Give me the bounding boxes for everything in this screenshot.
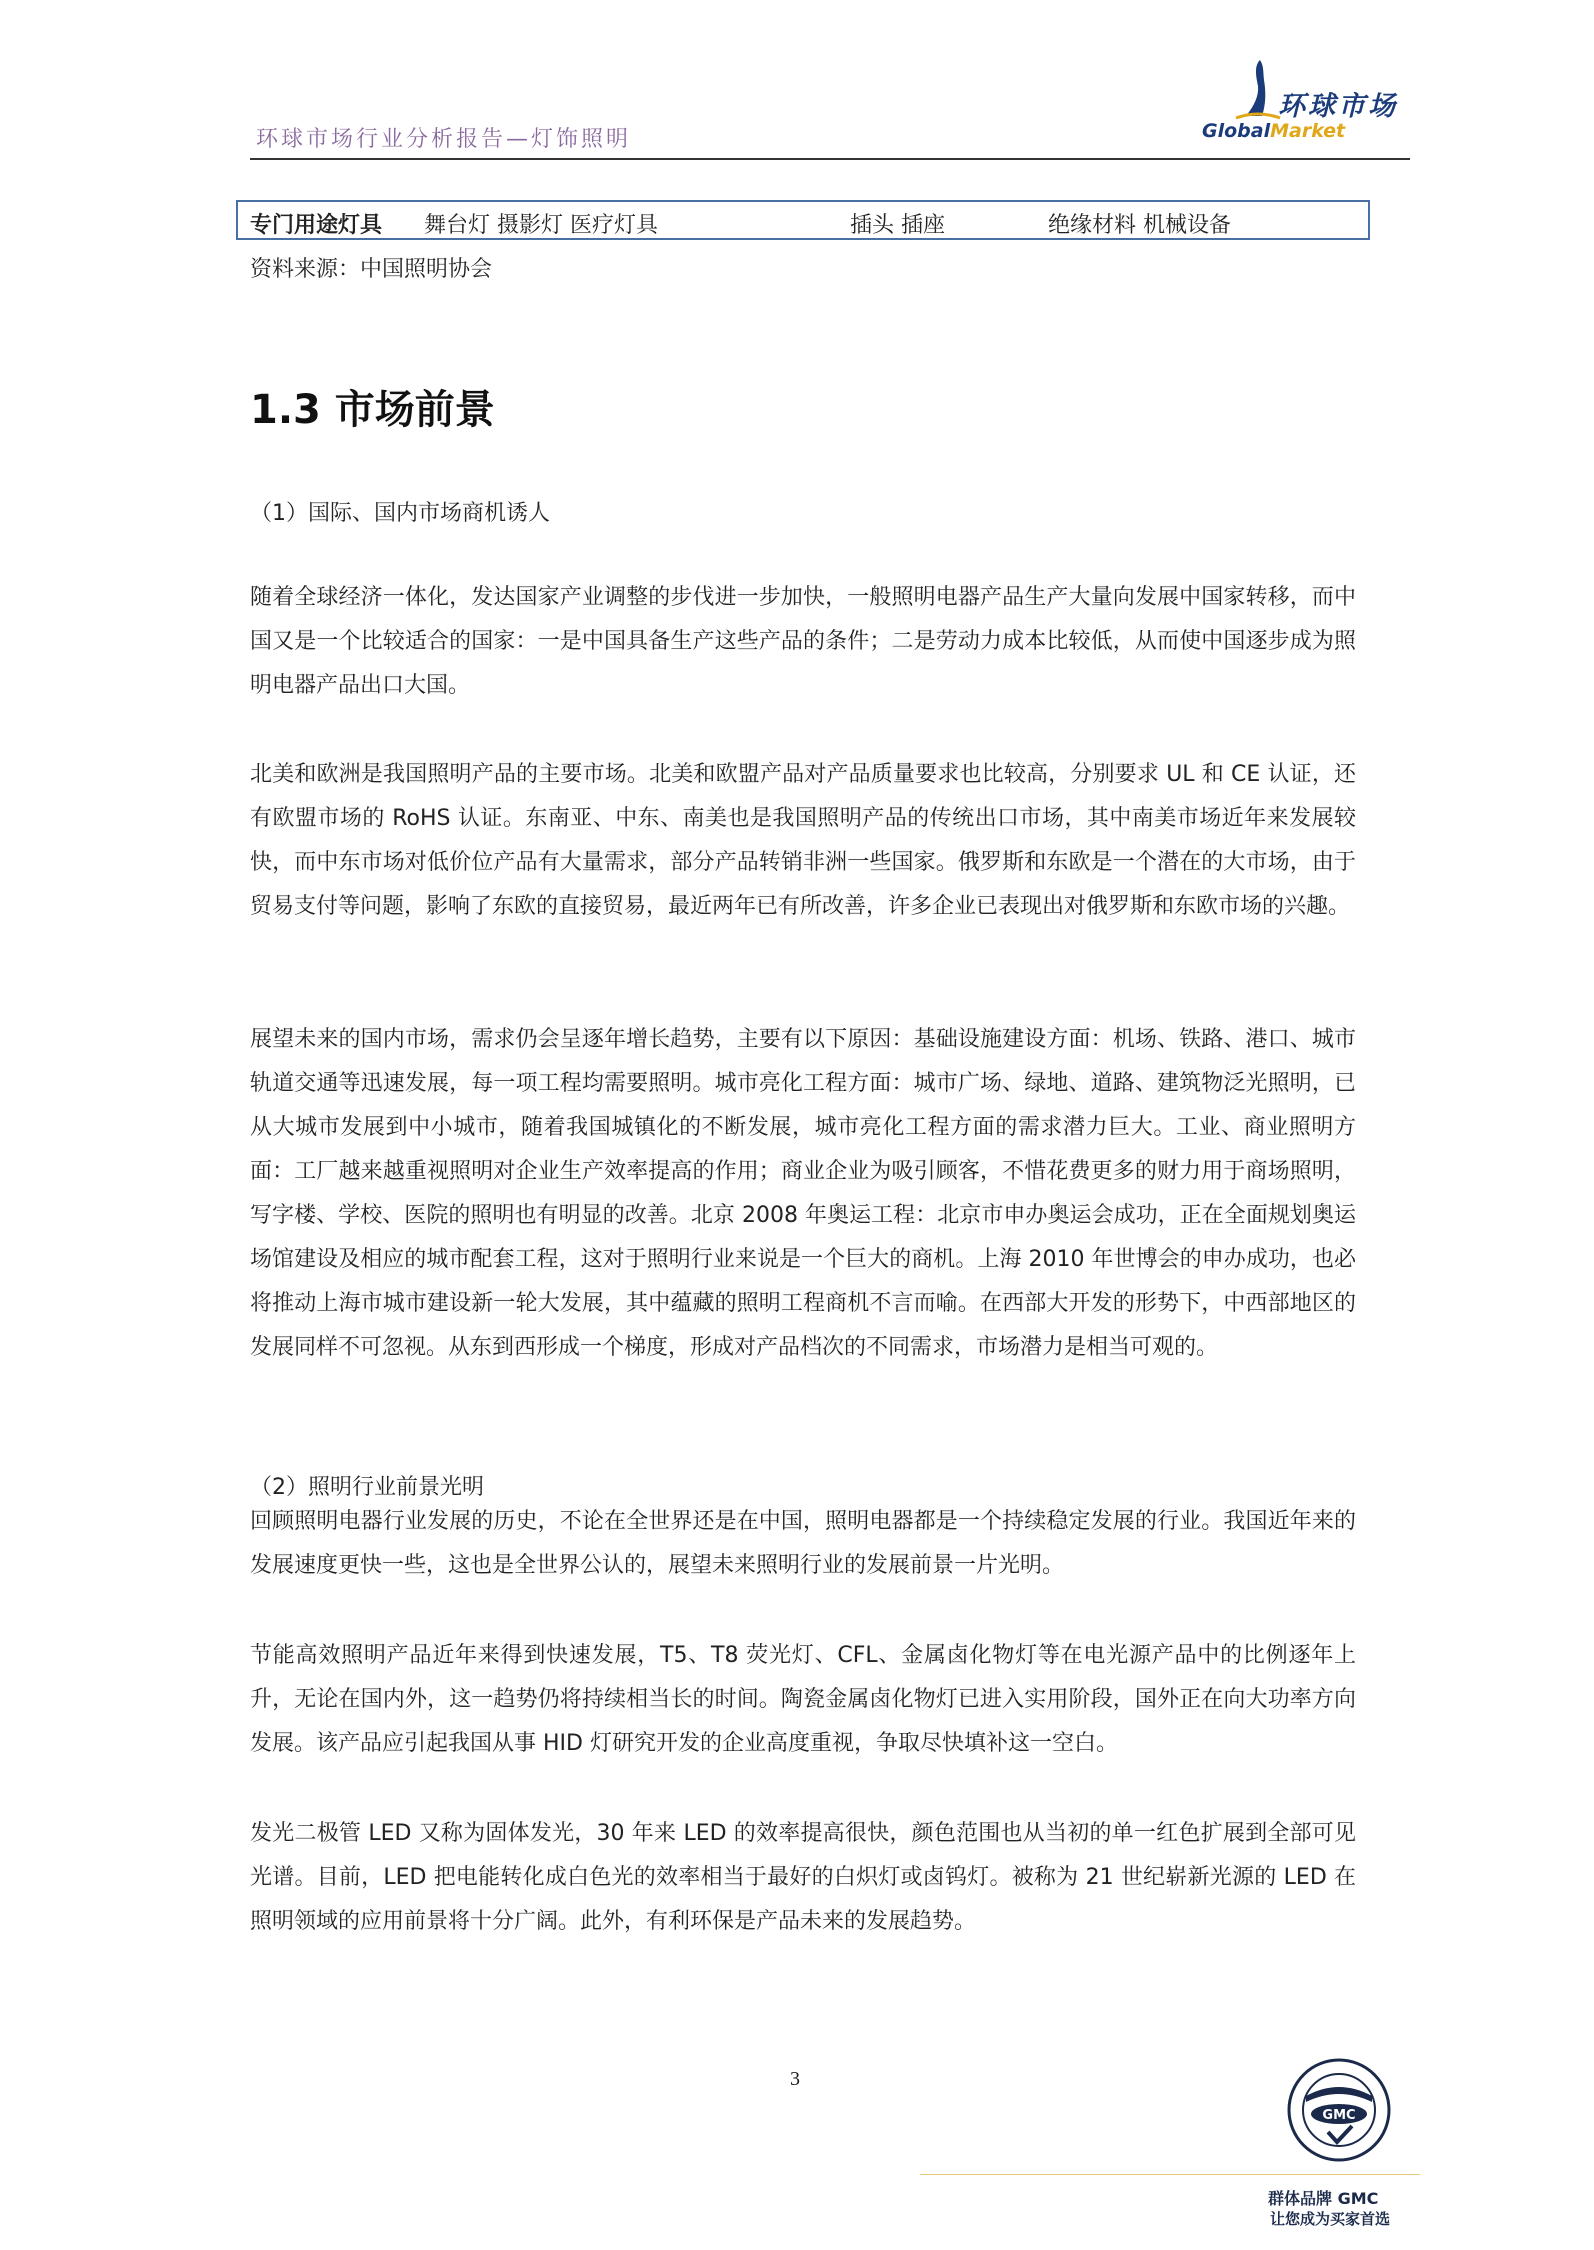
svg-text:GMC: GMC — [1322, 2108, 1356, 2123]
report-header-title: 环球市场行业分析报告—灯饰照明 — [256, 127, 632, 152]
paragraph-4: 回顾照明电器行业发展的历史，不论在全世界还是在中国，照明电器都是一个持续稳定发展的行业。我国近年来的发展速度更快一些，这也是全世界公认的，展望未来照明行业的发展前景一片光明。 — [250, 1509, 1356, 1578]
table-cell-lamps: 舞台灯 摄影灯 医疗灯具 — [424, 213, 658, 238]
paragraph-1: 随着全球经济一体化，发达国家产业调整的步伐进一步加快，一般照明电器产品生产大量向发展中国家转移，而中国又是一个比较适合的国家：一是中国具备生产这些产品的条件；二是劳动力成本比较低，从而使中国逐步成为照明电器产品出口大国。 — [250, 585, 1356, 698]
gmc-seal-icon — [1284, 2052, 1394, 2172]
section-title: 1.3 市场前景 — [250, 387, 495, 433]
footer-divider — [920, 2174, 1420, 2175]
subsection-heading-1: （1）国际、国内市场商机诱人 — [250, 501, 550, 526]
logo-english-text: GlobalMarket — [1202, 120, 1346, 142]
table-cell-materials: 绝缘材料 机械设备 — [1048, 213, 1231, 238]
table-cell-category: 专门用途灯具 — [250, 213, 383, 238]
paragraph-3: 展望未来的国内市场，需求仍会呈逐年增长趋势，主要有以下原因：基础设施建设方面：机场、铁路、港口、城市轨道交通等迅速发展，每一项工程均需要照明。城市亮化工程方面：城市广场、绿地、道路、建筑物泛光照明，已从大城市发展到中小城市，随着我国城镇化的不断发展，城市亮化工程方面的需求潜力巨大。工业、商业照明方面：工厂越来越重视照明对企业生产效率提高的作用；商业企业为吸引顾客，不惜花费更多的财力用于商场照明，写字楼、学校、医院的照明也有明显的改善。北京 2008 年奥运工程：北京市申办奥运会成功，正在全面规划奥运场馆建设及相应的城市配套工程，这对于照明行业来说是一个巨大的商机。上海 2010 年世博会的申办成功，也必将推动上海市城市建设新一轮大发展，其中蕴藏的照明工程商机不言而喻。在西部大开发的形势下，中西部地区的发展同样不可忽视。从东到西形成一个梯度，形成对产品档次的不同需求，市场潜力是相当可观的。 — [250, 1027, 1356, 1360]
source-note: 资料来源：中国照明协会 — [250, 257, 493, 282]
paragraph-6: 发光二极管 LED 又称为固体发光，30 年来 LED 的效率提高很快，颜色范围也从当初的单一红色扩展到全部可见光谱。目前，LED 把电能转化成白色光的效率相当于最好的白炽灯或卤钨灯。被称为 21 世纪崭新光源的 LED 在照明领域的应用前景将十分广阔。此外，有利环保是产品未来的发展趋势。 — [250, 1821, 1356, 1934]
paragraph-2: 北美和欧洲是我国照明产品的主要市场。北美和欧盟产品对产品质量要求也比较高，分别要求 UL 和 CE 认证，还有欧盟市场的 RoHS 认证。东南亚、中东、南美也是我国照明产品的传统出口市场，其中南美市场近年来发展较快，而中东市场对低价位产品有大量需求，部分产品转销非洲一些国家。俄罗斯和东欧是一个潜在的大市场，由于贸易支付等问题，影响了东欧的直接贸易，最近两年已有所改善，许多企业已表现出对俄罗斯和东欧市场的兴趣。 — [250, 762, 1356, 919]
table-row — [236, 200, 1370, 240]
logo-chinese-text: 环球市场 — [1278, 91, 1398, 122]
paragraph-5: 节能高效照明产品近年来得到快速发展，T5、T8 荧光灯、CFL、金属卤化物灯等在电光源产品中的比例逐年上升，无论在国内外，这一趋势仍将持续相当长的时间。陶瓷金属卤化物灯已进入实用阶段，国外正在向大功率方向发展。该产品应引起我国从事 HID 灯研究开发的企业高度重视，争取尽快填补这一空白。 — [250, 1643, 1356, 1756]
logo-figure-icon — [1232, 56, 1282, 126]
subsection-heading-2: （2）照明行业前景光明 — [250, 1475, 484, 1500]
table-cell-plugs: 插头 插座 — [850, 213, 945, 238]
global-market-logo — [1196, 54, 1416, 150]
footer-slogan: 让您成为买家首选 — [1270, 2210, 1391, 2228]
footer-brand-line: 群体品牌 GMC — [1268, 2189, 1379, 2208]
header-divider — [250, 158, 1410, 160]
page-number: 3 — [790, 2068, 800, 2090]
